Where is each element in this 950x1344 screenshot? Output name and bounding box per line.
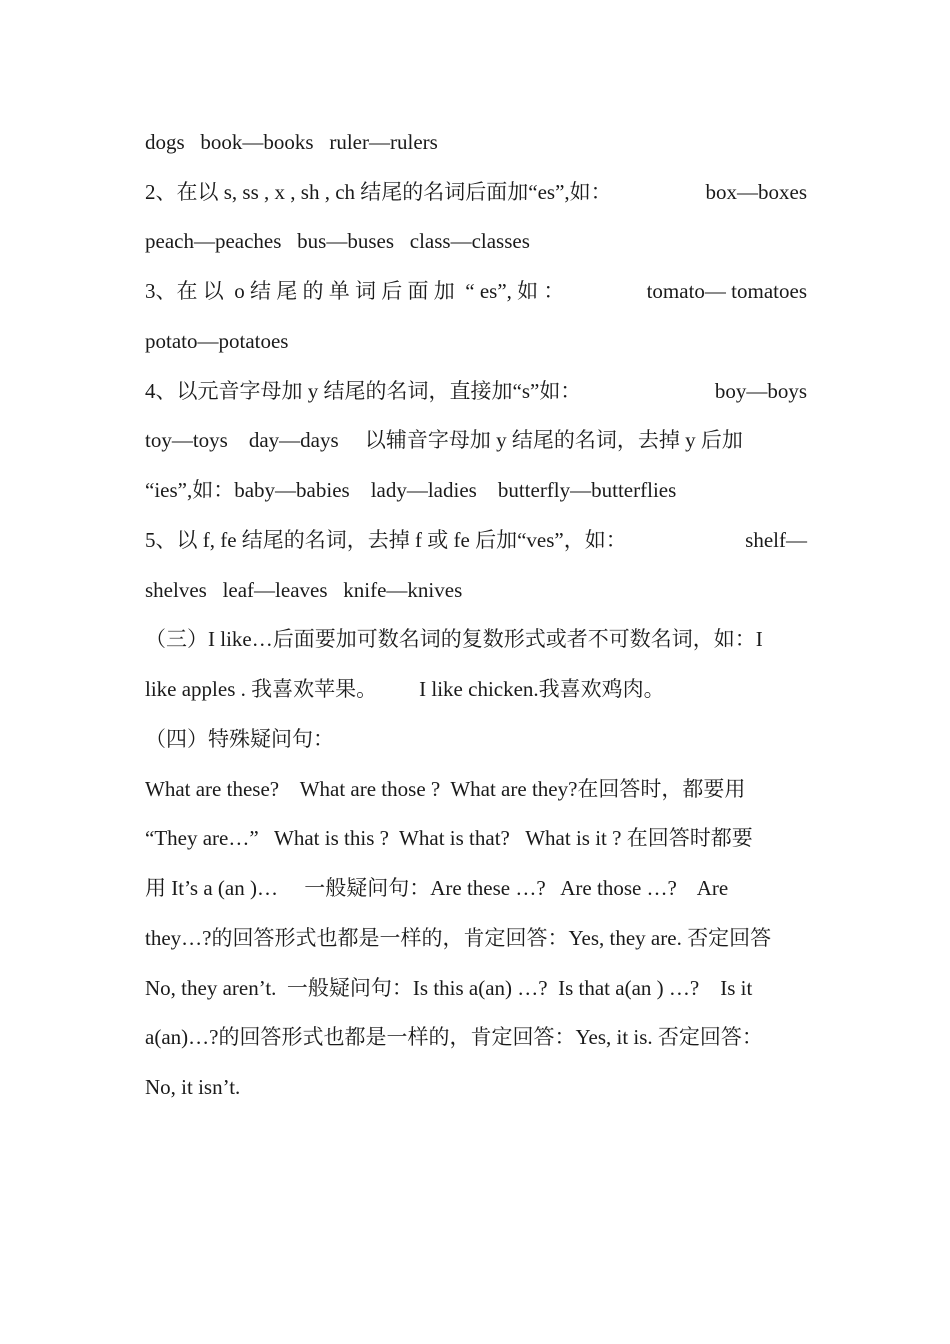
text-line bbox=[145, 117, 807, 167]
text-segment: shelves leaf—leaves knife—knives bbox=[145, 578, 463, 602]
text-segment: box—boxes bbox=[705, 180, 807, 204]
text-line bbox=[145, 465, 807, 515]
text-line bbox=[145, 366, 807, 416]
text-segment: potato—potatoes bbox=[145, 329, 289, 353]
text-line bbox=[145, 266, 807, 316]
text-segment: a(an)…?的回答形式也都是一样的，肯定回答：Yes, it is. 否定回答： bbox=[145, 1025, 763, 1049]
text-line bbox=[145, 565, 807, 615]
text-line bbox=[145, 1012, 807, 1062]
text-segment: 3、在 以 o 结 尾 的 单 词 后 面 加 “ es”, 如 ： bbox=[145, 279, 565, 303]
text-line bbox=[145, 614, 807, 664]
text-line bbox=[145, 764, 807, 814]
text-line bbox=[145, 863, 807, 913]
text-line bbox=[145, 963, 807, 1013]
text-segment: 5、以 f, fe 结尾的名词，去掉 f 或 fe 后加“ves”，如： bbox=[145, 528, 627, 552]
text-segment: peach—peaches bus—buses class—classes bbox=[145, 229, 530, 253]
text-segment: boy—boys bbox=[714, 379, 807, 403]
text-line bbox=[145, 664, 807, 714]
text-line bbox=[145, 216, 807, 266]
text-segment: 4、以元音字母加 y 结尾的名词，直接加“s”如： bbox=[145, 379, 582, 403]
text-segment: No, it isn’t. bbox=[145, 1075, 241, 1099]
text-segment: dogs book—books ruler—rulers bbox=[145, 130, 438, 154]
text-segment: （四）特殊疑问句： bbox=[145, 727, 334, 751]
text-line bbox=[145, 415, 807, 465]
section-heading bbox=[145, 714, 807, 764]
text-line bbox=[145, 316, 807, 366]
text-segment: 用 It’s a (an )… 一般疑问句：Are these …? Are those …? Are bbox=[145, 876, 729, 900]
text-segment: 2、在以 s, ss , x , sh , ch 结尾的名词后面加“es”,如： bbox=[145, 180, 612, 204]
text-segment: shelf— bbox=[745, 528, 807, 552]
text-segment: （三）I like…后面要加可数名词的复数形式或者不可数名词，如：I bbox=[145, 627, 763, 651]
text-segment: toy—toys day—days 以辅音字母加 y 结尾的名词，去掉 y 后加 bbox=[145, 428, 743, 452]
text-line bbox=[145, 1062, 807, 1112]
text-line bbox=[145, 813, 807, 863]
text-segment: they…?的回答形式也都是一样的，肯定回答：Yes, they are. 否定回答 bbox=[145, 926, 772, 950]
text-line bbox=[145, 515, 807, 565]
text-segment: What are these? What are those ? What are they?在回答时，都要用 bbox=[145, 777, 746, 801]
text-segment: “They are…” What is this ? What is that? What is it ? 在回答时都要 bbox=[145, 826, 753, 850]
text-segment: “ies”,如：baby—babies lady—ladies butterfly—butterflies bbox=[145, 478, 677, 502]
text-segment: No, they aren’t. 一般疑问句：Is this a(an) …? Is that a(an ) …? Is it bbox=[145, 976, 753, 1000]
text-line bbox=[145, 167, 807, 217]
text-segment: like apples . 我喜欢苹果。 I like chicken.我喜欢鸡肉。 bbox=[145, 677, 665, 701]
text-line bbox=[145, 913, 807, 963]
text-segment: tomato— tomatoes bbox=[646, 279, 807, 303]
